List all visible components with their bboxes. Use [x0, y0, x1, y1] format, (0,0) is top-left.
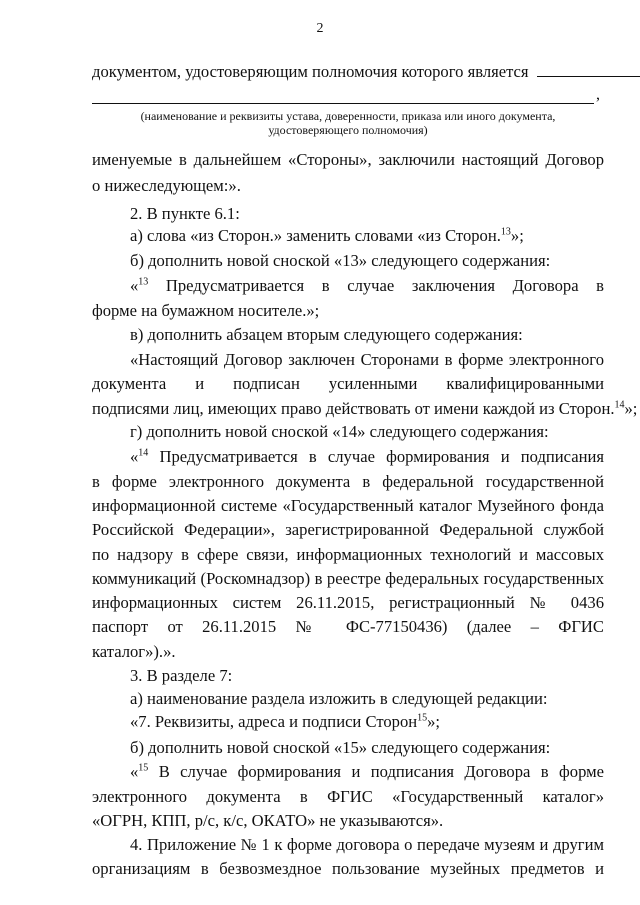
footnote-ref: 14 — [614, 399, 625, 411]
blank-full-line — [92, 103, 594, 104]
page-number: 2 — [316, 21, 324, 36]
body-line-28: «ОГРН, КПП, р/с, к/с, ОКАТО» не указываются». — [92, 811, 444, 830]
trailing-comma: , — [596, 86, 600, 103]
blank-underline — [537, 62, 640, 77]
footnote-ref: 15 — [138, 762, 149, 774]
header-text: документом, удостоверяющим полномочия которого является — [92, 62, 529, 81]
body-line-8: в) дополнить абзацем вторым следующего содержания: — [130, 325, 523, 344]
header-line — [92, 60, 604, 84]
body-line-7: форме на бумажном носителе.»; — [92, 301, 320, 320]
body-line-5: б) дополнить новой сноской «13» следующего содержания: — [130, 251, 551, 270]
body-line-22: 3. В разделе 7: — [130, 666, 233, 685]
body-line-24: «7. Реквизиты, адреса и подписи Сторон$^{15}$»; — [130, 712, 441, 731]
note-line-2: удостоверяющего полномочия) — [268, 123, 428, 137]
body-line-19: информационных систем 26.11.2015, регистрационный № 0436 — [92, 593, 604, 612]
footnote-ref: 14 — [138, 447, 149, 459]
body-line-27: электронного документа в ФГИС «Государственный каталог» — [92, 787, 604, 806]
body-line-23: а) наименование раздела изложить в следующей редакции: — [130, 689, 548, 708]
footnote-ref: 15 — [417, 712, 428, 724]
body-line-12: г) дополнить новой сноской «14» следующего содержания: — [130, 422, 549, 441]
body-line-4: а) слова «из Сторон.» заменить словами «из Сторон.$^{13}$»; — [130, 226, 524, 245]
body-line-3: 2. В пункте 6.1: — [130, 204, 240, 223]
body-line-25: б) дополнить новой сноской «15» следующего содержания: — [130, 738, 551, 757]
body-line-20: паспорт от 26.11.2015 № ФС-77150436) (далее – ФГИС — [92, 617, 604, 636]
body-line-14: в форме электронного документа в федеральной государственной — [92, 472, 604, 491]
body-line-2: о нижеследующем:». — [92, 176, 241, 195]
body-line-11: подписями лиц, имеющих право действовать от имени каждой из Сторон.$^{14}$»; — [92, 399, 638, 418]
footnote-ref: 13 — [138, 276, 149, 288]
body-line-10: документа и подписан усиленными квалифицированными — [92, 374, 604, 393]
note-line-1: (наименование и реквизиты устава, доверенности, приказа или иного документа, — [140, 109, 556, 123]
body-line-1: именуемые в дальнейшем «Стороны», заключили настоящий Договор — [92, 150, 604, 169]
body-line-9: «Настоящий Договор заключен Сторонами в форме электронного — [130, 350, 604, 369]
body-line-17: по надзору в сфере связи, информационных технологий и массовых — [92, 545, 604, 564]
body-line-21: каталог»).». — [92, 642, 176, 661]
footnote-ref: 13 — [500, 226, 511, 238]
body-line-15: информационной системе «Государственный каталог Музейного фонда — [92, 496, 604, 515]
body-line-13: «$^{14}$ Предусматривается в случае формирования и подписания — [130, 447, 604, 466]
body-line-30: организациям в безвозмездное пользование музейных предметов и — [92, 859, 604, 878]
body-line-18: коммуникаций (Роскомнадзор) в реестре федеральных государственных — [92, 569, 604, 588]
body-line-6: «$^{13}$ Предусматривается в случае заключения Договора в — [130, 276, 604, 295]
body-line-26: «$^{15}$ В случае формирования и подписания Договора в форме — [130, 762, 604, 781]
body-line-16: Российской Федерации», зарегистрированной Федеральной службой — [92, 520, 604, 539]
body-line-29: 4. Приложение № 1 к форме договора о передаче музеям и другим — [130, 835, 604, 854]
